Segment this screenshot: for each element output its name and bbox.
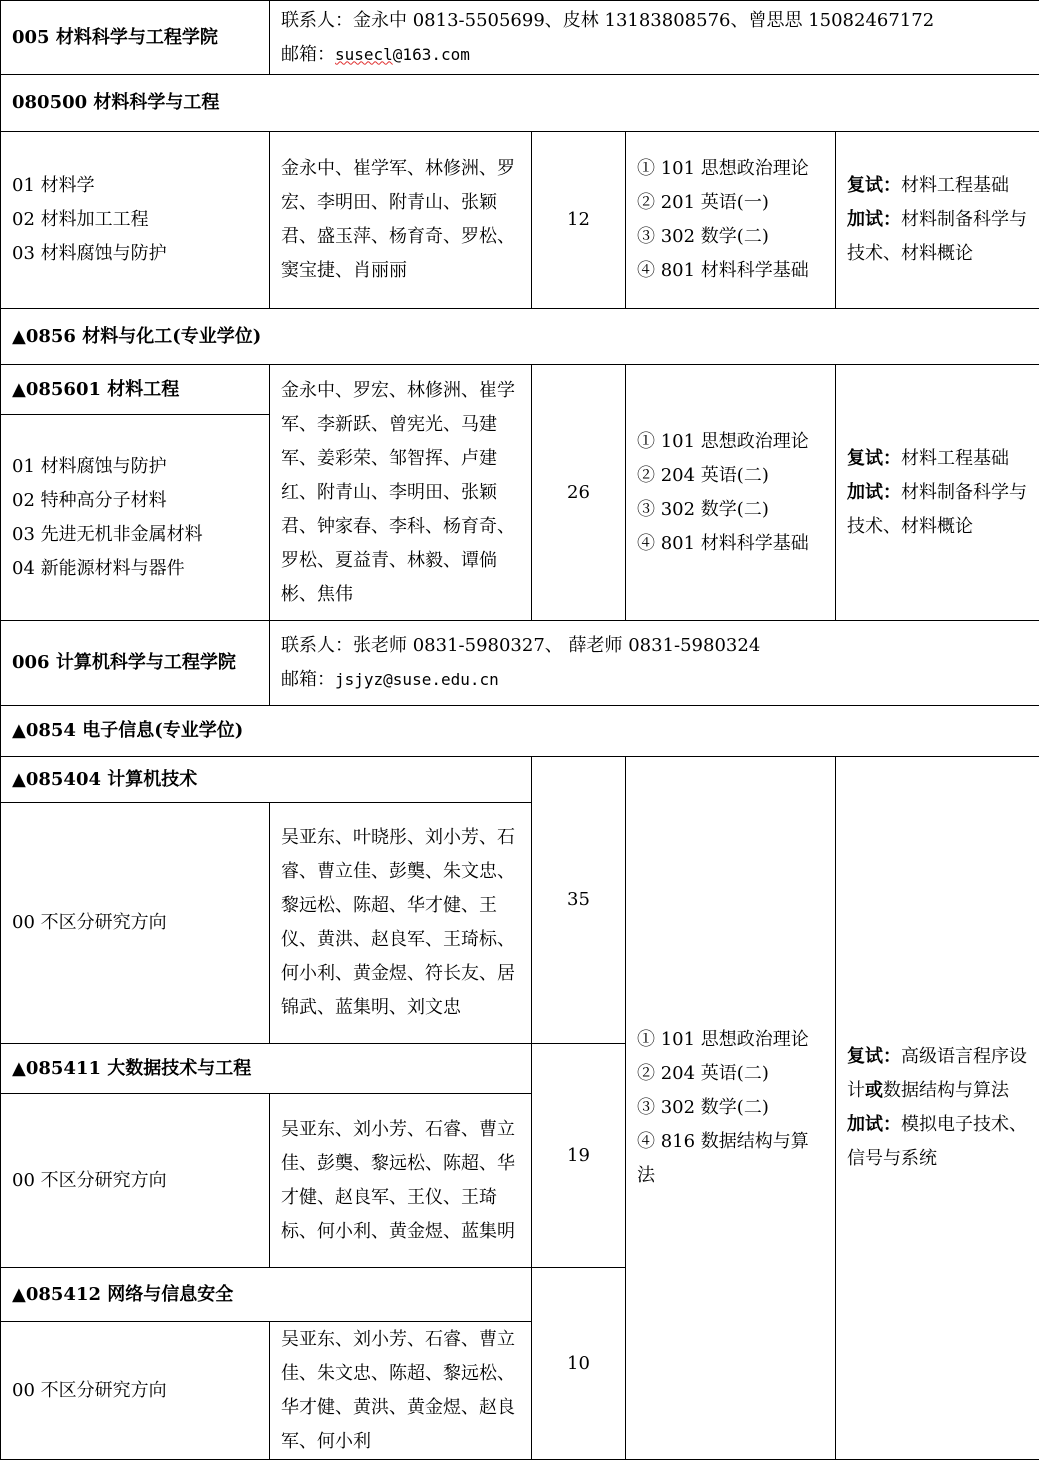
major-title: ▲0854 电子信息(专业学位) [1, 706, 1039, 757]
school-row-006 [1, 621, 1039, 706]
email-line [281, 38, 1028, 72]
direction-item: 03 材料腐蚀与防护 [12, 243, 167, 264]
supervisor-list: 吴亚东、刘小芳、石睿、曹立佳、朱文忠、陈超、黎远松、华才健、黄洪、黄金煜、赵良军、何小利 [270, 1322, 532, 1460]
direction-item: 01 材料腐蚀与防护 [12, 455, 167, 477]
retest-notes [836, 757, 1039, 1460]
direction-item: 02 材料加工工程 [12, 209, 149, 230]
exam-subjects [626, 365, 836, 621]
exam-item: ③ 302 数学(二) [637, 1097, 769, 1118]
major-detail-row [1, 132, 1039, 309]
email-line [281, 663, 1028, 697]
submajor-title: ▲085411 大数据技术与工程 [1, 1044, 532, 1094]
exam-item: ① 101 思想政治理论 [637, 430, 809, 452]
submajor-title: ▲085412 网络与信息安全 [1, 1268, 532, 1322]
direction-item: 02 特种高分子材料 [12, 489, 167, 511]
email-value[interactable]: jsjyz@suse.edu.cn [335, 670, 499, 689]
enrollment-quota: 12 [532, 132, 626, 309]
email-label: 邮箱： [281, 43, 335, 65]
retest-notes [836, 132, 1039, 309]
supervisor-list: 吴亚东、叶晓彤、刘小芳、石睿、曹立佳、彭龑、朱文忠、黎远松、陈超、华才健、王仪、黄洪、赵良军、王琦标、何小利、黄金煜、符长友、居锦武、蓝集明、刘文忠 [270, 803, 532, 1044]
exam-item: ④ 801 材料科学基础 [637, 532, 809, 554]
submajor-title-row [1, 757, 1039, 803]
exam-item: ④ 801 材料科学基础 [637, 260, 809, 281]
extra-test-line: 加试：模拟电子技术、信号与系统 [847, 1114, 1027, 1169]
school-row-005 [1, 1, 1039, 75]
exam-item: ② 204 英语(二) [637, 464, 769, 486]
retest-line: 复试：材料工程基础 [847, 447, 1009, 469]
extra-test-line: 加试：材料制备科学与技术、材料概论 [847, 481, 1027, 537]
exam-item: ① 101 思想政治理论 [637, 158, 809, 179]
school-title: 006 计算机科学与工程学院 [1, 621, 270, 706]
exam-subjects [626, 132, 836, 309]
enrollment-quota: 19 [532, 1044, 626, 1268]
email-username-highlight: susecl [335, 44, 393, 64]
major-title: 080500 材料科学与工程 [1, 75, 1039, 132]
retest-line: 复试：高级语言程序设计或数据结构与算法 [847, 1046, 1027, 1101]
email-label: 邮箱： [281, 669, 335, 690]
major-header-row [1, 706, 1039, 757]
supervisor-list: 金永中、崔学军、林修洲、罗宏、李明田、附青山、张颖君、盛玉萍、杨育奇、罗松、窦宝捷、肖丽丽 [270, 132, 532, 309]
exam-item: ④ 816 数据结构与算法 [637, 1131, 809, 1186]
retest-line: 复试：材料工程基础 [847, 175, 1009, 196]
supervisor-list: 金永中、罗宏、林修洲、崔学军、李新跃、曾宪光、马建军、姜彩荣、邹智挥、卢建红、附青山、李明田、张颖君、钟家春、李科、杨育奇、罗松、夏益青、林毅、谭倘彬、焦伟 [270, 365, 532, 621]
school-title: 005 材料科学与工程学院 [1, 1, 270, 75]
major-header-row [1, 75, 1039, 132]
direction-item: 01 材料学 [12, 175, 95, 196]
submajor-title-row [1, 365, 1039, 415]
exam-item: ② 201 英语(一) [637, 192, 769, 213]
exam-item: ③ 302 数学(二) [637, 498, 769, 520]
research-directions [1, 415, 270, 621]
submajor-title: ▲085601 材料工程 [1, 365, 270, 415]
submajor-title: ▲085404 计算机技术 [1, 757, 532, 803]
supervisor-list: 吴亚东、刘小芳、石睿、曹立佳、彭龑、黎远松、陈超、华才健、赵良军、王仪、王琦标、何小利、黄金煜、蓝集明 [270, 1094, 532, 1268]
direction-item: 04 新能源材料与器件 [12, 557, 185, 579]
research-direction: 00 不区分研究方向 [1, 1094, 270, 1268]
retest-notes [836, 365, 1039, 621]
school-contact [270, 621, 1039, 706]
enrollment-quota: 26 [532, 365, 626, 621]
enrollment-quota: 35 [532, 757, 626, 1044]
research-direction: 00 不区分研究方向 [1, 1322, 270, 1460]
exam-item: ① 101 思想政治理论 [637, 1029, 809, 1050]
direction-item: 03 先进无机非金属材料 [12, 523, 203, 545]
email-value[interactable]: susecl@163.com [335, 44, 470, 64]
enrollment-quota: 10 [532, 1268, 626, 1460]
major-title: ▲0856 材料与化工(专业学位) [1, 309, 1039, 365]
research-directions [1, 132, 270, 309]
school-contact [270, 1, 1039, 75]
exam-item: ③ 302 数学(二) [637, 226, 769, 247]
extra-test-line: 加试：材料制备科学与技术、材料概论 [847, 209, 1027, 264]
contact-line: 联系人：张老师 0831-5980327、 薛老师 0831-5980324 [281, 635, 761, 656]
research-direction: 00 不区分研究方向 [1, 803, 270, 1044]
exam-subjects [626, 757, 836, 1460]
contact-line: 联系人：金永中 0813-5505699、皮林 13183808576、曾思思 15082467172 [281, 9, 935, 31]
exam-item: ② 204 英语(二) [637, 1063, 769, 1084]
major-header-row [1, 309, 1039, 365]
